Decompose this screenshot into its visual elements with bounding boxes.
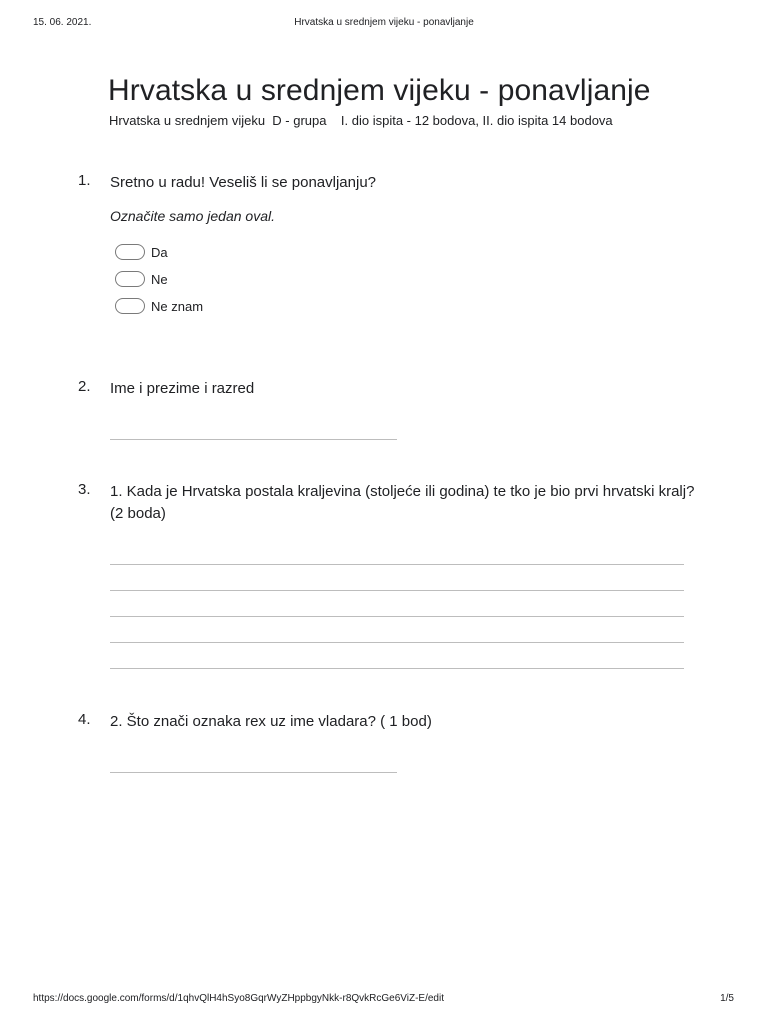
answer-line[interactable]: [110, 439, 397, 440]
radio-option-ne-znam[interactable]: [115, 297, 203, 315]
print-url: https://docs.google.com/forms/d/1qhvQlH4hSyo8GqrWyZHppbgyNkk-r8QvkRcGe6ViZ-E/edit: [33, 993, 444, 1004]
answer-line[interactable]: [110, 642, 684, 643]
question-text: 2. Što znači oznaka rex uz ime vladara? ( 1 bod): [110, 713, 432, 730]
question-number: 4.: [78, 711, 91, 728]
form-description: Hrvatska u srednjem vijeku D - grupa I. dio ispita - 12 bodova, II. dio ispita 14 bodova: [109, 113, 613, 128]
question-number: 1.: [78, 172, 91, 189]
question-text: 1. Kada je Hrvatska postala kraljevina (stoljeće ili godina) te tko je bio prvi hrvatski kralj? (2 boda): [110, 483, 695, 522]
print-date: 15. 06. 2021.: [33, 17, 92, 28]
answer-line[interactable]: [110, 616, 684, 617]
question-hint: Označite samo jedan oval.: [110, 208, 275, 224]
print-footer: [0, 993, 768, 1007]
form-title: Hrvatska u srednjem vijeku - ponavljanje: [108, 74, 651, 107]
page-number: 1/5: [720, 993, 734, 1004]
radio-option-label: Ne znam: [151, 298, 204, 314]
answer-line[interactable]: [110, 772, 397, 773]
answer-line[interactable]: [110, 668, 684, 669]
answer-line[interactable]: [110, 564, 684, 565]
radio-option-label: Da: [151, 244, 168, 260]
question-number: 2.: [78, 378, 91, 395]
radio-oval[interactable]: [115, 298, 145, 314]
question-text: Sretno u radu! Veseliš li se ponavljanju?: [110, 174, 377, 191]
print-doc-title: Hrvatska u srednjem vijeku - ponavljanje: [294, 17, 474, 28]
question-text: Ime i prezime i razred: [110, 380, 255, 397]
radio-option-da[interactable]: [115, 243, 168, 261]
answer-line[interactable]: [110, 590, 684, 591]
radio-option-label: Ne: [151, 271, 168, 287]
question-number: 3.: [78, 481, 91, 498]
radio-oval[interactable]: [115, 244, 145, 260]
print-header: [0, 17, 768, 31]
radio-oval[interactable]: [115, 271, 145, 287]
radio-option-ne[interactable]: [115, 270, 168, 288]
